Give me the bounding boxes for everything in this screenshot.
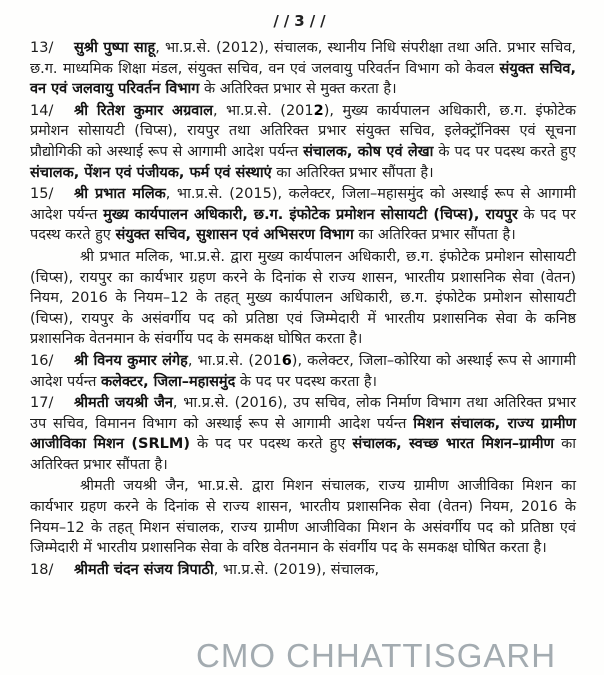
text-run: श्रीमती जयश्री जैन, भा.प्र.से. द्वारा मिशन संचालक, राज्य ग्रामीण आजीविका मिशन का कार्यभार ग्रहण करने के दिनांक से राज्य शासन, भारतीय प्रशासनिक सेवा (वेतन) नियम, 2016 के नियम–12 के तहत् मिशन संचालक, राज्य ग्रामीण आजीविका मिशन के असंवर्गीय पद को प्रतिष्ठा एवं जिम्मेदारी में भारतीय प्रशासनिक सेवा के वरिष्ठ वेतनमान के संवर्गीय पद के समकक्ष घोषित करता है।: [30, 478, 576, 557]
text-run: के पद पर पदस्थ करते हुए: [189, 436, 353, 453]
document-body: [30, 38, 576, 581]
text-run: के पद पर पदस्थ करते हुए: [30, 206, 576, 244]
order-item-14: [30, 101, 576, 183]
text-run: के पद पर पदस्थ करते हुए: [433, 143, 577, 160]
bold-text-run: मिशन संचालक, राज्य ग्रामीण आजीविका मिशन (SRLM): [30, 415, 576, 453]
item-number: 16/: [30, 352, 54, 369]
text-run: , भा.प्र.से. (2019), संचालक,: [213, 561, 380, 578]
text-run: , भा.प्र.से. (201: [187, 352, 282, 369]
bold-text-run: संयुक्त सचिव, सुशासन एवं अभिसरण विभाग: [115, 227, 354, 244]
item-number: 13/: [30, 40, 54, 56]
text-run: ), मुख्य कार्यपालन अधिकारी, छ.ग. इंफोटेक प्रमोशन सोसायटी (चिप्स), रायपुर तथा अतिरिक्त प्रभार संयुक्त सचिव, इलेक्ट्रॉनिक्स एवं सूचना प्रौद्योगिकी को अस्थाई रूप से आगामी आदेश पर्यन्त: [30, 102, 577, 160]
text-run: के पद पर पदस्थ करता है।: [235, 373, 378, 390]
text-run: का अतिरिक्त प्रभार सौंपता है।: [271, 164, 434, 181]
bold-text-run: संचालक, स्वच्छ भारत मिशन–ग्रामीण: [352, 436, 554, 453]
order-item-17: [30, 393, 576, 475]
item-number: 14/: [30, 102, 54, 119]
text-run: का अतिरिक्त प्रभार सौंपता है।: [353, 227, 516, 244]
text-run: के अतिरिक्त प्रभार से मुक्त करता है।: [199, 81, 397, 98]
order-item-18: [30, 560, 576, 581]
order-item-continuation: [30, 247, 576, 350]
item-number: 17/: [30, 395, 54, 412]
bold-text-run: संचालक, कोष एवं लेखा: [303, 143, 434, 160]
handwritten-correction: 2: [313, 102, 324, 119]
item-number: 15/: [30, 186, 54, 203]
bold-text-run: मुख्य कार्यपालन अधिकारी, छ.ग. इंफोटेक प्रमोशन सोसायटी (चिप्स), रायपुर: [103, 206, 518, 223]
bold-text-run: संयुक्त सचिव, वन एवं जलवायु परिवर्तन विभाग: [30, 60, 576, 98]
handwritten-correction: 6: [281, 352, 292, 369]
order-item-15: [30, 184, 576, 246]
order-item-continuation: [30, 476, 576, 558]
bold-text-run: संचालक, पेंशन एवं पंजीयक, फर्म एवं संस्थाएं: [30, 164, 272, 181]
bold-text-run: श्रीमती चंदन संजय त्रिपाठी: [74, 561, 214, 578]
text-run: का अतिरिक्त प्रभार सौंपता है।: [30, 436, 576, 473]
text-run: , भा.प्र.से. (2016), उप सचिव, लोक निर्माण विभाग तथा अतिरिक्त प्रभार उप सचिव, विमानन विभाग को अस्थाई रूप से आगामी आदेश पर्यन्त: [30, 395, 577, 432]
text-run: , भा.प्र.से. (2012), संचालक, स्थानीय निधि संपरीक्षा तथा अति. प्रभार सचिव, छ.ग. माध्यमिक शिक्षा मंडल, संयुक्त सचिव, वन एवं जलवायु परिवर्तन विभाग को केवल: [30, 40, 576, 77]
bold-text-run: कलेक्टर, जिला–महासमुंद: [100, 373, 236, 390]
text-run: , भा.प्र.से. (201: [212, 102, 314, 119]
order-item-16: [30, 351, 576, 392]
bold-text-run: श्री विनय कुमार लंगेह: [74, 352, 188, 369]
bold-text-run: सुश्री पुष्पा साहू: [74, 40, 156, 56]
text-run: श्री प्रभात मलिक, भा.प्र.से. द्वारा मुख्य कार्यपालन अधिकारी, छ.ग. इंफोटेक प्रमोशन सोसायटी (चिप्स), रायपुर का कार्यभार ग्रहण करने के दिनांक से राज्य शासन, भारतीय प्रशासनिक सेवा (वेतन) नियम, 2016 के नियम–12 के तहत् मुख्य कार्यपालन अधिकारी, छ.ग. इंफोटेक प्रमोशन सोसायटी (चिप्स), रायपुर के असंवर्गीय पद को प्रतिष्ठा एवं जिम्मेदारी में भारतीय प्रशासनिक सेवा के कनिष्ठ प्रशासनिक वेतनमान के संवर्गीय पद के समकक्ष घोषित करता है।: [30, 248, 576, 348]
item-number: 18/: [30, 561, 54, 578]
bold-text-run: श्रीमती जयश्री जैन: [74, 395, 173, 412]
watermark: CMO CHHATTISGARH: [196, 637, 557, 674]
bold-text-run: श्री रितेश कुमार अग्रवाल: [74, 102, 213, 119]
order-item-13: [30, 38, 576, 100]
text-run: ), कलेक्टर, जिला–कोरिया को अस्थाई रूप से आगामी आदेश पर्यन्त: [30, 352, 576, 390]
bold-text-run: श्री प्रभात मलिक: [74, 186, 166, 203]
text-run: , भा.प्र.से. (2015), कलेक्टर, जिला–महासमुंद को अस्थाई रूप से आगामी आदेश पर्यन्त: [30, 186, 576, 223]
page-number: //3//: [273, 12, 331, 30]
